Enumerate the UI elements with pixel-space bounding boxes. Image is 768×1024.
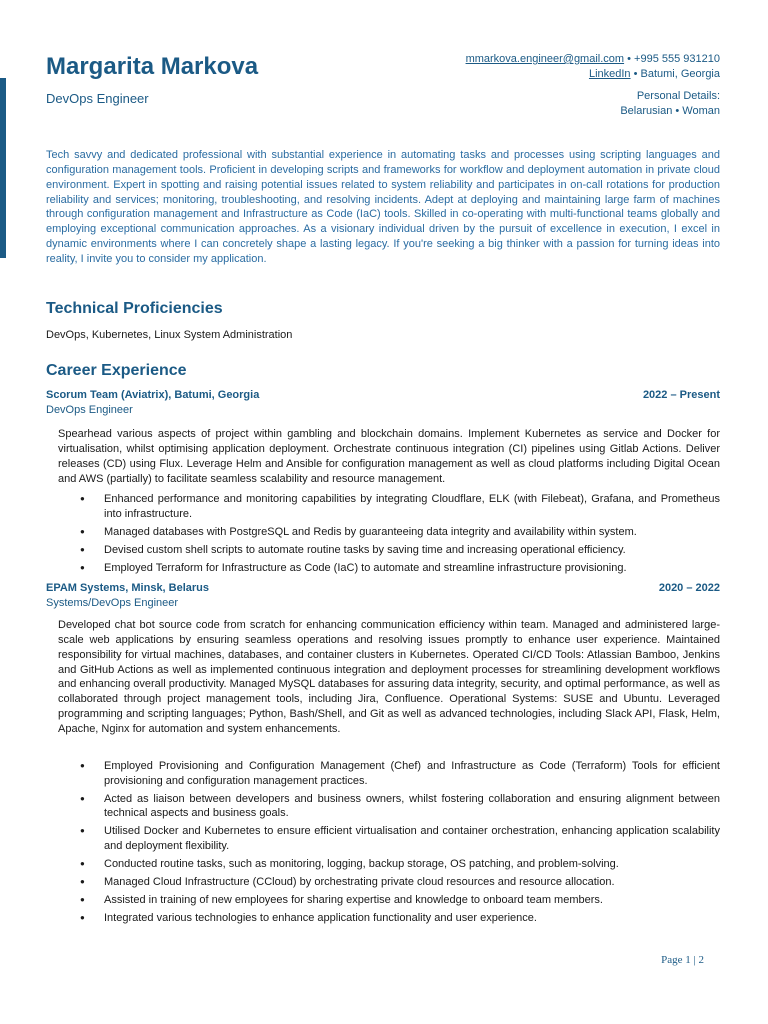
location: Batumi, Georgia — [640, 68, 720, 80]
list-item: ● Acted as liaison between developers and business owners, whilst fostering collaboration and ensuring alignment between technical aspects and business goals. — [80, 792, 720, 821]
job-role: Systems/DevOps Engineer — [46, 597, 179, 609]
profile-summary: Tech savvy and dedicated professional with substantial experience in automating tasks and processes using scripting languages and configuration management tools. Proficient in developing scripts and frameworks for workflow and deployment automation in private cloud environment. Expert in spotting and raising potential issues related to system reliability and participates in on-call rotations for production reliability and services; monitoring, troubleshooting, and resolving incidents. Adept at deploying and maintaining large farm of machines through configuration management and Infrastructure as Code (IaC) tools. Skilled in co-operating with multi-functional teams globally and employing exceptional communication approaches. As a visionary individual driven by the pursuit of excellence in execution, I excel in dynamic environments where I can concretely shape a lasting legacy. If you're seeking a big thinker with a passion for turning ideas into reality, I invite you to consider my application. — [46, 149, 720, 265]
job-description: Developed chat bot source code from scratch for enhancing communication efficiency within team. Managed and administered large-scale web applications by ensuring seamless operations and resolving issues promptly to enhance user experience. Maintained responsibility for virtual machines, databases, and container clusters in Kubernetes. Operated CI/CD Tools: Atlassian Bamboo, Jenkins and GitHub Actions as well as implemented continuous integration and deployment processes for streamlining development workflows and enhancing overall productivity. Managed MySQL databases for assuring data integrity, security, and optimal performance, as well as collaborated through project management tools, including Jira, Confluence. Operational Systems: SUSE and Ubuntu. Leveraged programming and scripting languages; Python, Bash/Shell, and Git as well as advanced technologies, including Slack API, Flask, Helm, Apache, Nginx for automation and system enhancements. — [58, 619, 720, 735]
candidate-name: Margarita Markova — [46, 53, 259, 80]
list-item: ● Assisted in training of new employees for sharing expertise and knowledge to onboard team members. — [80, 893, 720, 908]
job-achievements — [80, 492, 720, 579]
nationality: Belarusian — [620, 105, 673, 117]
list-item: ● Employed Provisioning and Configuration Management (Chef) and Infrastructure as Code (Terraform) Tools for efficient provisioning and configuration management practices. — [80, 759, 720, 788]
candidate-title: DevOps Engineer — [46, 91, 149, 106]
list-item: ● Conducted routine tasks, such as monitoring, logging, backup storage, OS patching, and problem-solving. — [80, 857, 720, 872]
proficiencies-list: DevOps, Kubernetes, Linux System Administration — [46, 329, 293, 341]
list-item: ● Employed Terraform for Infrastructure as Code (IaC) to automate and streamline infrastructure provisioning. — [80, 561, 720, 576]
list-item: ● Integrated various technologies to enhance application functionality and user experience. — [80, 911, 720, 926]
list-item: ● Utilised Docker and Kubernetes to ensure efficient virtualisation and container orchestration, enhancing application scalability and deployment flexibility. — [80, 824, 720, 853]
job-dates: 2022 – Present — [642, 389, 720, 401]
job-header — [46, 389, 720, 401]
job-company: Scorum Team (Aviatrix), Batumi, Georgia — [46, 389, 260, 401]
list-item: ● Managed databases with PostgreSQL and Redis by guaranteeing data integrity and availability within system. — [80, 525, 720, 540]
job-company: EPAM Systems, Minsk, Belarus — [46, 582, 210, 594]
personal-details: Belarusian • Woman — [620, 105, 720, 117]
job-achievements — [80, 759, 720, 929]
list-item: ● Managed Cloud Infrastructure (CCloud) by orchestrating private cloud resources and resource allocation. — [80, 875, 720, 890]
linkedin-link[interactable]: LinkedIn — [588, 68, 631, 80]
gender: Woman — [682, 105, 720, 117]
job-dates: 2020 – 2022 — [658, 582, 720, 594]
contact-line-2: LinkedIn • Batumi, Georgia — [588, 68, 720, 80]
contact-line-1: mmarkova.engineer@gmail.com • +995 555 931210 — [465, 53, 720, 65]
email-link[interactable]: mmarkova.engineer@gmail.com — [465, 53, 625, 65]
contact-block — [466, 52, 720, 119]
job-header — [46, 582, 720, 594]
page-number: Page 1 | 2 — [661, 954, 704, 966]
section-heading-experience: Career Experience — [46, 362, 187, 379]
section-heading-proficiencies: Technical Proficiencies — [46, 300, 223, 317]
list-item: ● Devised custom shell scripts to automate routine tasks by saving time and increasing operational efficiency. — [80, 543, 720, 558]
accent-bar — [0, 78, 6, 258]
phone-number: +995 555 931210 — [634, 53, 720, 65]
job-description: Spearhead various aspects of project within gambling and blockchain domains. Implement Kubernetes as service and Docker for virtualisation, whilst optimising application deployment. Orchestrate continuous integration (CI) pipelines using Gitlab Actions. Deliver releases (CD) using Flux. Leverage Helm and Ansible for configuration management as well as cloud platforms including Digital Ocean and AWS (partially) to facilitate seamless scalability and resource management. — [58, 428, 720, 485]
job-role: DevOps Engineer — [46, 404, 133, 416]
personal-details-label: Personal Details: — [636, 90, 720, 102]
list-item: ● Enhanced performance and monitoring capabilities by integrating Cloudflare, ELK (with Filebeat), Grafana, and Prometheus into infrastructure. — [80, 492, 720, 521]
